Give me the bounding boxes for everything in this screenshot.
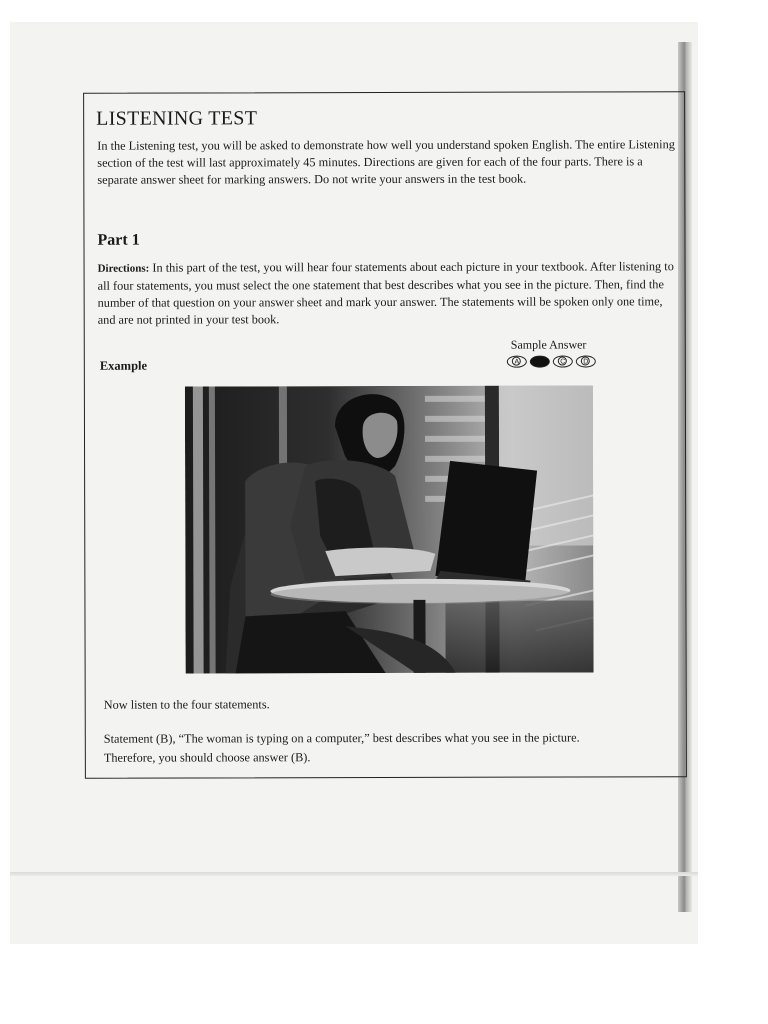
section-title: LISTENING TEST — [96, 107, 258, 130]
answer-bubble-c: C — [553, 356, 573, 368]
page-fold-line — [10, 872, 698, 876]
answer-explanation-line-2: Therefore, you should choose answer (B). — [103, 750, 311, 765]
example-label: Example — [99, 358, 148, 373]
answer-explanation — [104, 728, 664, 767]
answer-bubble-d: D — [576, 355, 596, 367]
answer-bubble-b-filled — [530, 356, 550, 368]
directions-lead: Directions: — [97, 262, 150, 275]
answer-explanation-line-1: Statement (B), “The woman is typing on a computer,” best describes what you see in the picture. — [103, 730, 580, 746]
listen-instruction: Now listen to the four statements. — [103, 697, 270, 712]
test-section-frame — [83, 91, 687, 779]
directions-text: In this part of the test, you will hear four statements about each picture in your textbook. After listening to all four statements, you must select the one statement that best describes what you see in the picture. Then, find the number of that question on your answer sheet and mark your answer. The statements will be spoken only one time, and are not printed in your test book. — [97, 259, 674, 327]
directions-paragraph — [98, 258, 676, 329]
answer-bubble-a: A — [507, 356, 527, 368]
part-heading: Part 1 — [97, 231, 140, 249]
intro-paragraph: In the Listening test, you will be asked to demonstrate how well you understand spoken English. The entire Listening section of the test will last approximately 45 minutes. Directions are given for each of the four parts. There is a separate answer sheet for marking answers. Do not write your answers in the test book. — [97, 137, 675, 187]
sample-answer-bubbles — [507, 355, 596, 367]
example-photo-woman-typing-on-laptop — [185, 385, 594, 673]
sample-answer-label: Sample Answer — [510, 337, 587, 352]
